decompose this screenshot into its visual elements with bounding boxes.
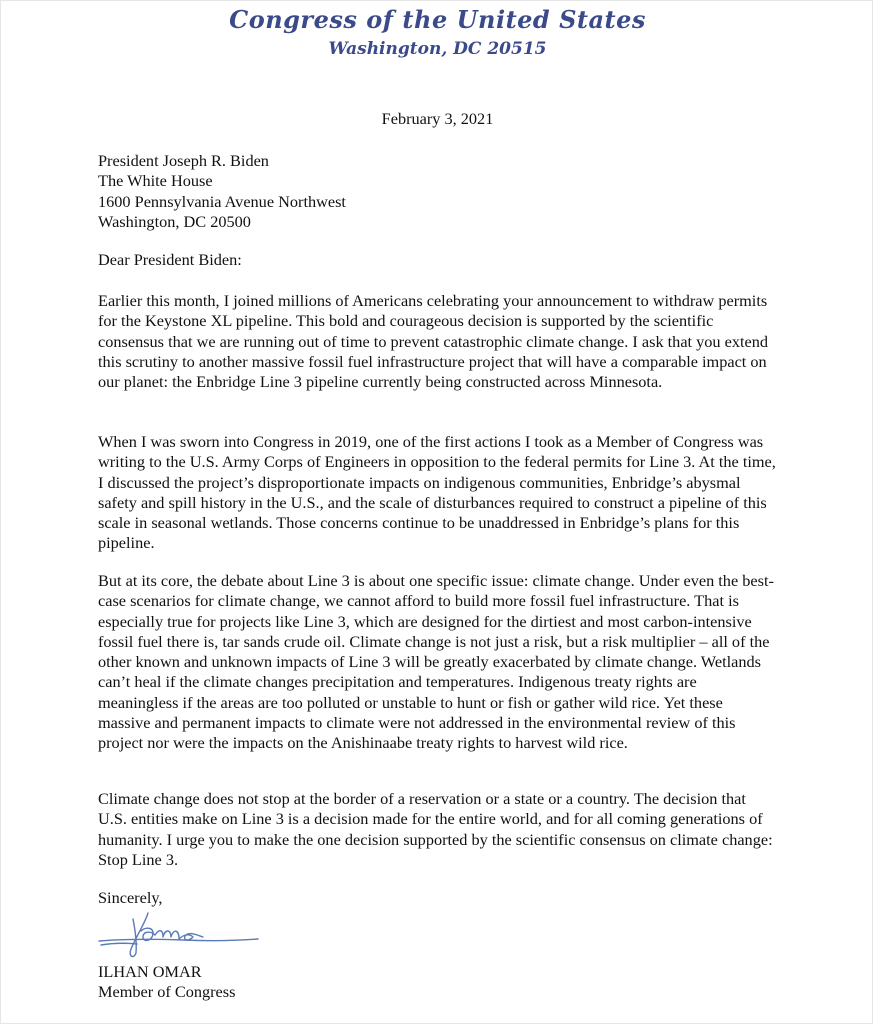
paragraph-1: Earlier this month, I joined millions of Americans celebrating your announcement to withdraw permits for the Keystone XL pipeline. This bold and courageous decision is supported by the scientific consensus that we are running out of time to prevent catastrophic climate change. I ask that you extend this scrutiny to another massive fossil fuel infrastructure project that will have a comparable impact on our planet: the Enbridge Line 3 pipeline currently being constructed across Minnesota. (98, 291, 769, 392)
signature-image (93, 901, 263, 965)
salutation: Dear President Biden: (98, 250, 242, 269)
recipient-address (98, 151, 346, 232)
recipient-name: President Joseph R. Biden (98, 151, 269, 170)
paragraph-4: Climate change does not stop at the border of a reservation or a state or a country. The decision that U.S. entities make on Line 3 is a decision made for the entire world, and for all coming generations of humanity. I urge you to make the one decision supported by the scientific consensus on climate change: Stop Line 3. (98, 789, 773, 869)
paragraph-3: But at its core, the debate about Line 3 is about one specific issue: climate change. Under even the best-case scenarios for climate change, we cannot afford to build more fossil fuel infrastructure. That is especially true for projects like Line 3, which are designed for the dirtiest and most carbon-intensive fossil fuel there is, tar sands crude oil. Climate change is not just a risk, but a risk multiplier – all of the other known and unknown impacts of Line 3 will be greatly exacerbated by climate change. Wetlands can’t heal if the climate changes precipitation and temperatures. Indigenous treaty rights are meaningless if the areas are too polluted or unstable to hunt or fish or gather wild rice. Yet these massive and permanent impacts to climate were not addressed in the environmental review of this project nor were the impacts on the Anishinaabe treaty rights to harvest wild rice. (98, 571, 774, 753)
letterhead-title: Congress of the United States (229, 5, 646, 34)
paragraph-2: When I was sworn into Congress in 2019, one of the first actions I took as a Member of Congress was writing to the U.S. Army Corps of Engineers in opposition to the federal permits for Line 3. At the time, I discussed the project’s disproportionate impacts on indigenous communities, Enbridge’s abysmal safety and spill history in the U.S., and the scale of disturbances required to construct a pipeline of this scale in seasonal wetlands. Those concerns continue to be unaddressed in Enbridge’s plans for this pipeline. (98, 432, 776, 553)
signer-name: ILHAN OMAR (98, 962, 202, 981)
recipient-office: The White House (98, 171, 213, 191)
closing: Sincerely, (98, 888, 163, 907)
signer-title: Member of Congress (98, 982, 236, 1002)
recipient-street: 1600 Pennsylvania Avenue Northwest (98, 191, 346, 211)
letterhead-location: Washington, DC 20515 (328, 39, 547, 59)
signer-block (98, 962, 235, 1003)
recipient-city: Washington, DC 20500 (98, 211, 251, 231)
letterhead (1, 5, 873, 60)
letter-date: February 3, 2021 (381, 109, 494, 128)
